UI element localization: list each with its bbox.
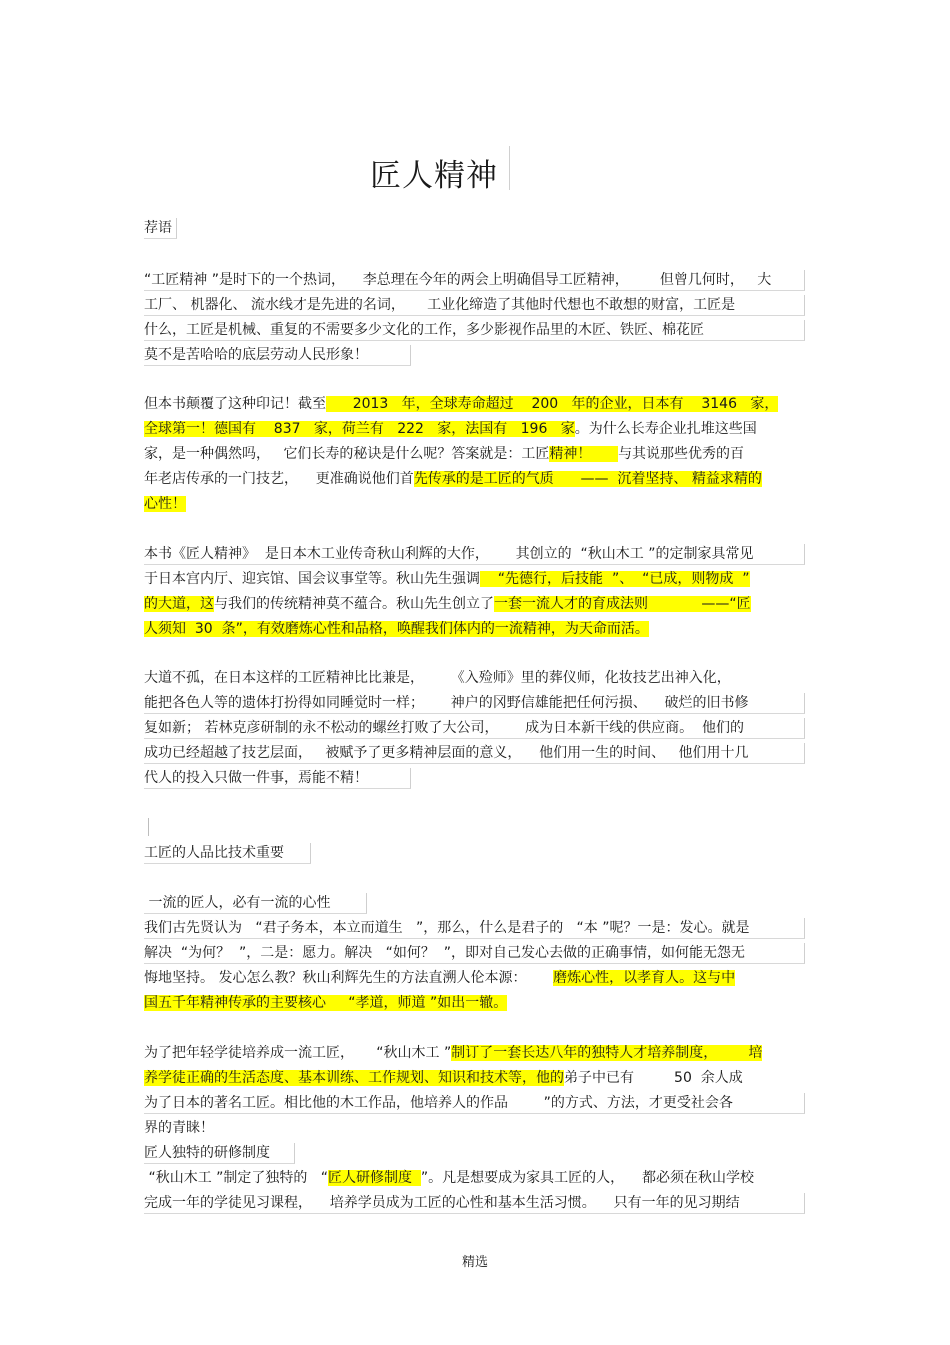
p3-text: 与我们的传统精神莫不蕴合。秋山先生创立了: [214, 596, 494, 612]
p2-text: 家，是一种偶然吗， 它们长寿的秘诀是什么呢？答案就是：工匠: [144, 446, 550, 462]
p2-text: 年老店传承的一门技艺， 更准确说他们首: [144, 471, 414, 487]
p7-highlight: 匠人研修制度: [328, 1170, 421, 1186]
p2-line-2: [144, 419, 757, 439]
p3-highlight: 人须知 30 条”，有效磨炼心性和品格，唤醒我们体内的一流精神，为天命而活。: [144, 621, 649, 637]
p7-text: ”。凡是想要成为家具工匠的人， 都必须在秋山学校: [420, 1170, 754, 1186]
p2-text: 与其说那些优秀的百: [618, 446, 745, 462]
p3-highlight: 一套一流人才的育成法则 ——“匠: [494, 596, 751, 612]
p7-text: “秋山木工 ”制定了独特的 “: [144, 1170, 329, 1186]
p3-text: 于日本宫内厅、迎宾馆、国会议事堂等。秋山先生强调: [144, 571, 480, 587]
p5-text: 悔地坚持。 发心怎么教？秋山利辉先生的方法直溯人伦本源：: [144, 970, 554, 986]
p3-line-2: [144, 569, 750, 589]
p1-line-1: “工匠精神 ”是时下的一个热词， 李总理在今年的两会上明确倡导工匠精神， 但曾几何时， 大: [144, 270, 805, 291]
p7-line-2: 完成一年的学徒见习课程， 培养学员成为工匠的心性和基本生活习惯。 只有一年的见习期结: [144, 1193, 805, 1214]
p2-highlight: 心性！: [144, 496, 186, 512]
p1-line-4: 莫不是苦哈哈的底层劳动人民形象！: [144, 345, 411, 366]
p2-highlight: 2013 年，全球寿命超过 200 年的企业，日本有 3146 家，: [326, 396, 779, 412]
p7-line-1: [144, 1168, 754, 1188]
p5-highlight: 国五千年精神传承的主要核心 “孝道，师道 ”如出一辙。: [144, 995, 508, 1011]
p4-line-3: 复如新； 若林克彦研制的永不松动的螺丝打败了大公司， 成为日本新干线的供应商。 他们的: [144, 718, 805, 739]
p4-line-4: 成功已经超越了技艺层面， 被赋予了更多精神层面的意义， 他们用一生的时间、 他们用十几: [144, 743, 805, 764]
p6-highlight: 制订了一套长达八年的独特人才培养制度， 培: [451, 1045, 763, 1061]
p2-line-5: [144, 494, 186, 514]
p6-line-1: [144, 1043, 762, 1063]
p2-line-1: [144, 394, 778, 414]
p2-highlight: 先传承的是工匠的气质 —— 沉着坚持、 精益求精的: [413, 471, 762, 487]
section-heading-3: 匠人独特的研修制度: [144, 1143, 295, 1164]
p2-text: 但本书颠覆了这种印记！截至: [144, 396, 326, 412]
title-divider: [509, 146, 510, 190]
p2-line-3: [144, 444, 744, 464]
p3-highlight: “先德行，后技能 ”、 “已成，则物成 ”: [480, 571, 750, 587]
intro-heading: 荐语: [144, 218, 177, 239]
p6-line-4: 界的青睐！: [144, 1120, 214, 1136]
section-heading-2: 一流的匠人，必有一流的心性: [144, 893, 367, 914]
p6-text: 为了把年轻学徒培养成一流工匠， “秋山木工 ”: [144, 1045, 452, 1061]
p6-highlight: 养学徒正确的生活态度、基本训练、工作规划、知识和技术等，他的: [144, 1070, 564, 1086]
p6-line-2: [144, 1068, 743, 1088]
p3-line-3: [144, 594, 751, 614]
p5-line-4: [144, 993, 507, 1013]
p6-line-3: 为了日本的著名工匠。相比他的木工作品，他培养人的作品 ”的方式、方法，才更受社会各: [144, 1093, 805, 1114]
p3-line-4: [144, 619, 649, 639]
page-footer: 精选: [461, 1255, 488, 1270]
p5-highlight: 这与中: [693, 970, 736, 986]
p2-line-4: [144, 469, 762, 489]
p1-line-3: 什么，工匠是机械、重复的不需要多少文化的工作，多少影视作品里的木匠、铁匠、棉花匠: [144, 320, 805, 341]
p5-line-3: [144, 968, 735, 988]
p6-text: 弟子中已有 50 余人成: [564, 1070, 743, 1086]
p5-highlight: 磨炼心性，以孝育人。: [553, 970, 694, 986]
p4-line-5: 代人的投入只做一件事，焉能不精！: [144, 768, 411, 789]
p2-text: 。为什么长寿企业扎堆这些国: [574, 421, 757, 437]
p3-highlight: 的大道，这: [144, 596, 214, 612]
p5-line-2: 解决 “为何？ ”，二是：愿力。解决 “如何？ ”，即对自己发心去做的正确事情，如何能无怨无: [144, 943, 805, 964]
page-title: 匠人精神: [370, 158, 498, 194]
section-marker: [148, 818, 149, 836]
p5-line-1: 我们古先贤认为 “君子务本，本立而道生 ”，那么，什么是君子的 “本 ”呢？一是：发心。就是: [144, 918, 805, 939]
p2-highlight: 精神！: [549, 446, 619, 462]
p4-line-2: 能把各色人等的遗体打扮得如同睡觉时一样； 神户的冈野信雄能把任何污损、 破烂的旧书修: [144, 693, 805, 714]
section-heading-1: 工匠的人品比技术重要: [144, 843, 311, 864]
p2-highlight: 全球第一！德国有 837 家，荷兰有 222 家，法国有 196 家: [144, 421, 575, 437]
p3-line-1: 本书《匠人精神》 是日本木工业传奇秋山利辉的大作， 其创立的 “秋山木工 ”的定制家具常见: [144, 544, 805, 565]
p1-line-2: 工厂、 机器化、 流水线才是先进的名词， 工业化缔造了其他时代想也不敢想的财富，工匠是: [144, 295, 805, 316]
p4-line-1: 大道不孤，在日本这样的工匠精神比比兼是， 《入殓师》里的葬仪师，化妆技艺出神入化，: [144, 670, 731, 686]
